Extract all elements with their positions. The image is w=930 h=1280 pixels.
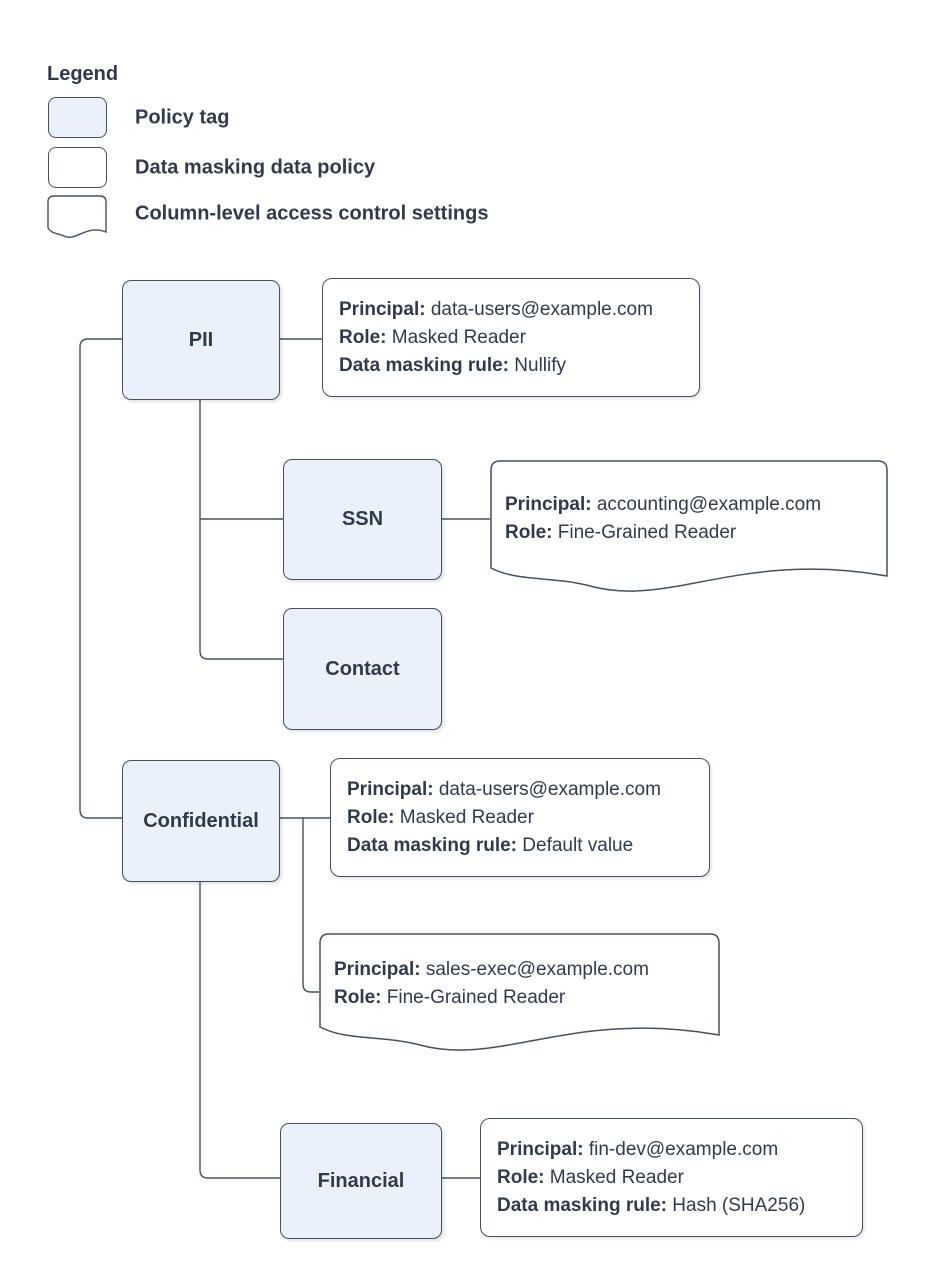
field-value: fin-dev@example.com [588,1138,779,1160]
field-value: Hash (SHA256) [672,1194,806,1216]
field-label: Principal: [339,298,426,320]
legend-item-policy-tag: Policy tag [135,106,230,129]
field-value: accounting@example.com [596,494,822,515]
field-label: Principal: [347,778,434,800]
legend-item-data-masking-policy: Data masking data policy [135,156,376,179]
policy-tag-node-contact [283,608,442,730]
field-label: Role: [505,522,553,543]
policy-tag-label: Contact [325,657,400,680]
field-value: data-users@example.com [438,778,661,800]
legend-title: Legend [47,63,119,85]
field-value: Masked Reader [549,1166,684,1188]
field-label: Role: [497,1166,545,1188]
policy-field-principal [339,296,687,324]
legend-acl-document-swatch [47,195,107,241]
policy-tag-label: Confidential [143,809,259,832]
policy-tag-label: SSN [341,508,384,530]
field-label: Principal: [334,959,421,980]
policy-field-role [339,324,687,352]
field-label: Principal: [505,494,592,515]
field-label: Role: [334,987,382,1008]
policy-field-principal [497,1136,850,1164]
masking-policy-box-confidential [330,758,710,877]
acl-doc-confidential [319,933,720,1059]
legend-item-acl-settings: Column-level access control settings [135,202,489,225]
connector-trunk-pii-to-confidential [80,339,122,818]
masking-policy-box-financial [480,1118,863,1237]
legend-data-policy-swatch [48,147,107,188]
acl-field-role [334,984,710,1012]
field-value: Default value [522,834,634,856]
policy-field-rule [339,352,687,380]
field-label: Role: [339,326,387,348]
field-value: Fine-Grained Reader [557,522,737,543]
policy-field-role [347,804,697,832]
connector-pii-to-contact [200,398,283,659]
policy-tag-node-pii [122,280,280,400]
policy-tag-node-confidential [122,760,280,882]
field-label: Data masking rule: [347,834,517,856]
field-value: data-users@example.com [430,298,653,320]
policy-tag-label: PII [188,328,214,351]
policy-tag-label: Financial [317,1169,405,1192]
policy-field-principal [347,776,697,804]
field-value: Fine-Grained Reader [386,987,566,1008]
field-value: Masked Reader [391,326,526,348]
field-value: Nullify [514,354,567,376]
acl-field-principal [334,956,710,984]
policy-field-rule [497,1192,850,1220]
policy-tag-node-financial [280,1123,442,1239]
policy-tag-node-ssn [283,459,442,580]
field-value: Masked Reader [399,806,534,828]
policy-field-rule [347,832,697,860]
acl-doc-ssn [490,460,888,602]
legend-policy-tag-swatch [48,97,107,138]
field-label: Data masking rule: [497,1194,667,1216]
field-label: Data masking rule: [339,354,509,376]
connector-confidential-to-financial [200,880,280,1178]
policy-field-role [497,1164,850,1192]
connector-confidential-to-acl-doc [303,818,319,992]
acl-field-principal [505,491,878,519]
acl-field-role [505,519,878,547]
masking-policy-box-pii [322,278,700,397]
field-label: Principal: [497,1138,584,1160]
field-label: Role: [347,806,395,828]
field-value: sales-exec@example.com [425,959,649,980]
